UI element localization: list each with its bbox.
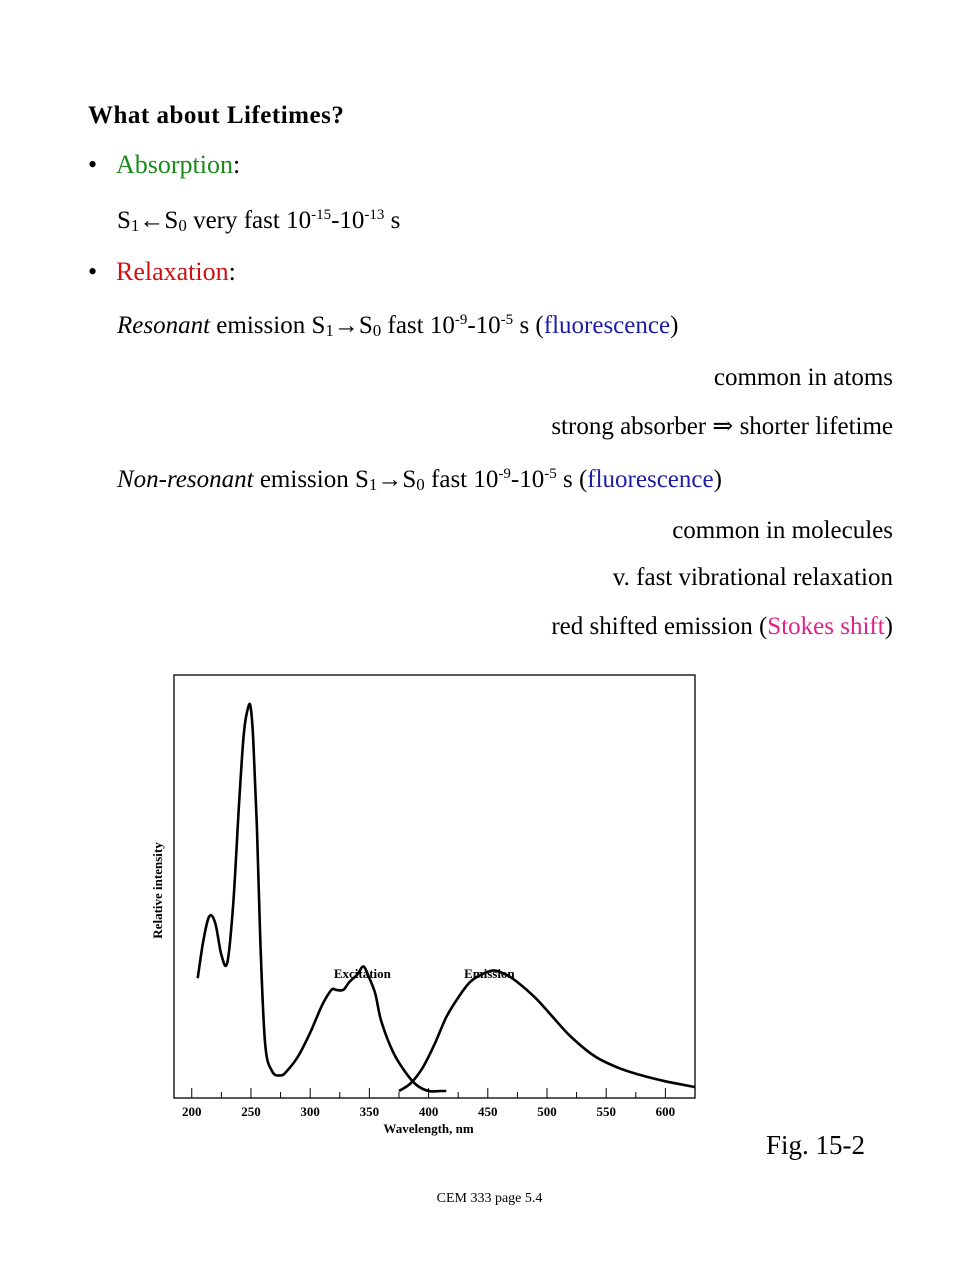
note-vibrational-relaxation: v. fast vibrational relaxation <box>612 564 893 591</box>
unit: s ( <box>513 312 544 339</box>
note-common-in-atoms: common in atoms <box>713 364 893 391</box>
absorption-colon: : <box>233 150 241 179</box>
emission-annotation: Emission <box>464 966 515 981</box>
x-tick-label: 500 <box>537 1104 557 1119</box>
state-s1: S <box>117 207 131 234</box>
stokes-text: red shifted emission ( <box>551 613 768 640</box>
left-arrow-icon: ← <box>139 207 165 234</box>
range-mid: -10 <box>467 312 501 339</box>
exponent: -13 <box>364 207 385 223</box>
close-paren: ) <box>713 466 722 493</box>
note-strong-absorber: strong absorber ⇒ shorter lifetime <box>551 413 893 440</box>
relaxation-label: Relaxation <box>116 257 229 286</box>
x-tick-label: 600 <box>655 1104 676 1119</box>
y-axis-label: Relative intensity <box>150 842 165 939</box>
figure-label: Fig. 15-2 <box>766 1130 866 1160</box>
x-tick-label: 350 <box>359 1104 380 1119</box>
absorption-text: very fast 10 <box>186 207 312 234</box>
fast-text: fast 10 <box>424 466 499 493</box>
subscript-0: 0 <box>178 216 187 235</box>
absorption-label: Absorption <box>116 150 233 179</box>
excitation-annotation: Excitation <box>333 966 391 981</box>
x-axis-ticks <box>182 1088 675 1119</box>
x-tick-label: 400 <box>418 1104 439 1119</box>
series-excitation <box>198 704 447 1092</box>
state-s0: S <box>402 466 417 493</box>
subscript-1: 1 <box>325 321 334 340</box>
stokes-shift-term: Stokes shift <box>767 613 885 640</box>
page-heading: What about Lifetimes? <box>88 102 345 129</box>
right-arrow-icon: → <box>377 466 403 493</box>
x-tick-label: 250 <box>241 1104 261 1119</box>
exponent: -5 <box>500 312 514 328</box>
series-emission <box>399 970 695 1091</box>
exponent: -5 <box>544 466 557 482</box>
absorption-mid: -10 <box>331 207 365 234</box>
note-common-in-molecules: common in molecules <box>672 517 893 544</box>
subscript-0: 0 <box>372 321 382 340</box>
bullet-dot: • <box>88 150 98 179</box>
state-s0: S <box>358 312 373 339</box>
unit: s <box>384 207 401 234</box>
right-arrow-icon: → <box>333 312 359 339</box>
x-tick-label: 450 <box>478 1104 498 1119</box>
state-s0: S <box>164 207 179 234</box>
chart-series <box>198 704 695 1092</box>
x-tick-label: 550 <box>596 1104 616 1119</box>
fast-text: fast 10 <box>381 312 455 339</box>
nonresonant-term: Non-resonant <box>117 466 254 493</box>
close-paren: ) <box>670 312 679 339</box>
bullet-dot: • <box>88 257 98 286</box>
relaxation-colon: : <box>228 257 236 286</box>
exponent: -9 <box>454 312 468 328</box>
subscript-1: 1 <box>130 216 140 235</box>
range-mid: -10 <box>510 466 545 493</box>
resonant-term: Resonant <box>117 312 211 339</box>
emission-text: emission S <box>253 466 369 493</box>
x-tick-label: 300 <box>300 1104 320 1119</box>
fluorescence-term: fluorescence <box>543 312 671 339</box>
x-tick-label: 200 <box>182 1104 202 1119</box>
close-paren: ) <box>884 613 893 640</box>
unit: s ( <box>556 466 588 493</box>
exponent: -9 <box>498 466 511 482</box>
emission-text: emission S <box>210 312 326 339</box>
x-axis-label: Wavelength, nm <box>383 1121 474 1136</box>
subscript-1: 1 <box>368 475 378 494</box>
page-footer: CEM 333 page 5.4 <box>436 1191 543 1206</box>
exponent: -15 <box>311 207 332 223</box>
fluorescence-term: fluorescence <box>587 466 714 493</box>
subscript-0: 0 <box>416 475 425 494</box>
